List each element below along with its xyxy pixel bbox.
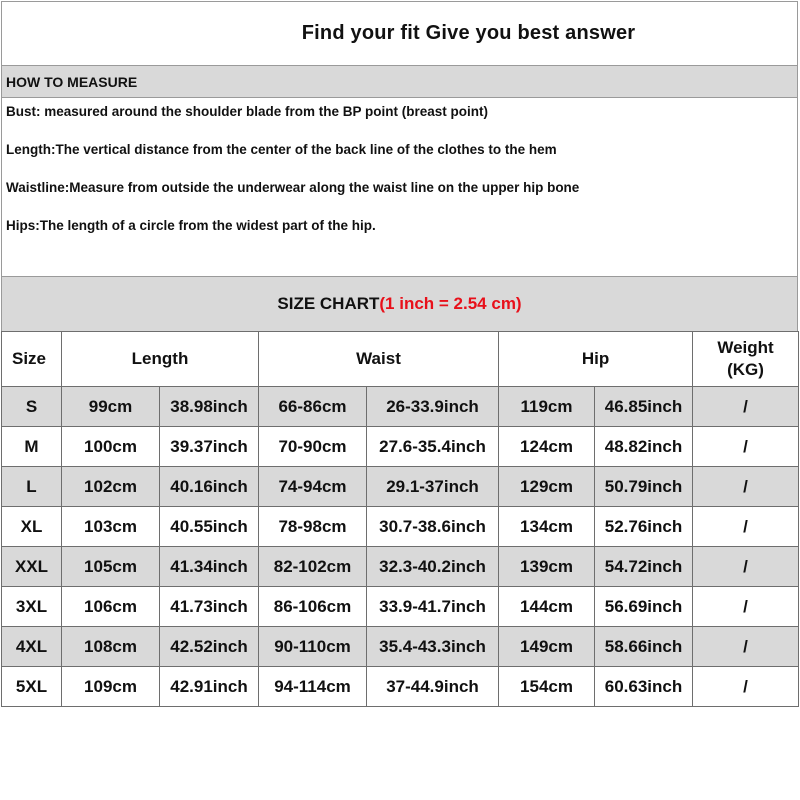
cell-length-inch: 39.37inch [160, 427, 259, 467]
cell-hip-cm: 144cm [499, 587, 595, 627]
cell-length-inch: 42.52inch [160, 627, 259, 667]
table-row [2, 627, 799, 667]
measure-waist-text: Waistline:Measure from outside the underwear along the waist line on the upper hip bone [6, 180, 580, 195]
cell-weight: / [693, 507, 799, 547]
table-row [2, 467, 799, 507]
cell-length-cm: 109cm [62, 667, 160, 707]
cell-length-inch: 42.91inch [160, 667, 259, 707]
measure-hips-text: Hips:The length of a circle from the widest part of the hip. [6, 218, 376, 233]
cell-size: 3XL [2, 587, 62, 627]
how-to-measure-section [1, 98, 798, 276]
how-to-measure-title: HOW TO MEASURE [6, 73, 138, 90]
cell-length-inch: 38.98inch [160, 387, 259, 427]
cell-waist-inch: 30.7-38.6inch [367, 507, 499, 547]
cell-size: L [2, 467, 62, 507]
cell-waist-inch: 33.9-41.7inch [367, 587, 499, 627]
cell-size: 5XL [2, 667, 62, 707]
cell-hip-cm: 134cm [499, 507, 595, 547]
cell-length-cm: 99cm [62, 387, 160, 427]
cell-hip-inch: 56.69inch [595, 587, 693, 627]
table-row [2, 387, 799, 427]
cell-waist-inch: 27.6-35.4inch [367, 427, 499, 467]
cell-hip-inch: 54.72inch [595, 547, 693, 587]
cell-size: XL [2, 507, 62, 547]
cell-hip-inch: 60.63inch [595, 667, 693, 707]
cell-waist-cm: 70-90cm [259, 427, 367, 467]
cell-length-cm: 108cm [62, 627, 160, 667]
cell-size: S [2, 387, 62, 427]
cell-length-inch: 40.55inch [160, 507, 259, 547]
header-weight-unit: (KG) [727, 360, 764, 379]
page-title [1, 1, 798, 66]
cell-waist-cm: 66-86cm [259, 387, 367, 427]
cell-hip-inch: 50.79inch [595, 467, 693, 507]
cell-hip-cm: 119cm [499, 387, 595, 427]
cell-length-inch: 41.73inch [160, 587, 259, 627]
cell-waist-inch: 35.4-43.3inch [367, 627, 499, 667]
cell-hip-inch: 58.66inch [595, 627, 693, 667]
cell-hip-inch: 46.85inch [595, 387, 693, 427]
header-weight [693, 332, 799, 387]
cell-hip-cm: 129cm [499, 467, 595, 507]
header-weight-label: Weight [717, 338, 774, 357]
size-chart-title: SIZE CHART [277, 294, 380, 313]
cell-waist-cm: 74-94cm [259, 467, 367, 507]
table-header-row [2, 332, 799, 387]
cell-waist-cm: 86-106cm [259, 587, 367, 627]
table-row [2, 667, 799, 707]
table-row [2, 587, 799, 627]
cell-weight: / [693, 667, 799, 707]
cell-weight: / [693, 467, 799, 507]
header-size: Size [2, 332, 62, 387]
cell-size: M [2, 427, 62, 467]
size-table-body [2, 387, 799, 707]
cell-hip-inch: 52.76inch [595, 507, 693, 547]
cell-length-inch: 41.34inch [160, 547, 259, 587]
cell-waist-cm: 90-110cm [259, 627, 367, 667]
cell-waist-cm: 82-102cm [259, 547, 367, 587]
cell-waist-inch: 32.3-40.2inch [367, 547, 499, 587]
table-row [2, 547, 799, 587]
cell-weight: / [693, 387, 799, 427]
how-to-measure-heading [1, 66, 798, 98]
cell-weight: / [693, 547, 799, 587]
size-chart-table [1, 331, 799, 707]
cell-size: XXL [2, 547, 62, 587]
cell-hip-cm: 154cm [499, 667, 595, 707]
cell-hip-cm: 139cm [499, 547, 595, 587]
cell-waist-inch: 26-33.9inch [367, 387, 499, 427]
cell-weight: / [693, 427, 799, 467]
size-chart-heading [1, 276, 798, 332]
header-waist: Waist [259, 332, 499, 387]
header-length: Length [62, 332, 259, 387]
cell-waist-inch: 29.1-37inch [367, 467, 499, 507]
header-hip: Hip [499, 332, 693, 387]
cell-length-cm: 105cm [62, 547, 160, 587]
measure-length-text: Length:The vertical distance from the center of the back line of the clothes to the hem [6, 142, 557, 157]
cell-length-cm: 103cm [62, 507, 160, 547]
table-row [2, 507, 799, 547]
cell-weight: / [693, 587, 799, 627]
page-title-text: Find your fit Give you best answer [301, 22, 636, 44]
cell-waist-cm: 78-98cm [259, 507, 367, 547]
cell-length-cm: 102cm [62, 467, 160, 507]
cell-length-cm: 100cm [62, 427, 160, 467]
measure-bust-text: Bust: measured around the shoulder blade from the BP point (breast point) [6, 104, 489, 119]
cell-hip-cm: 124cm [499, 427, 595, 467]
size-chart-conversion: (1 inch = 2.54 cm) [379, 294, 522, 313]
cell-length-cm: 106cm [62, 587, 160, 627]
cell-weight: / [693, 627, 799, 667]
cell-length-inch: 40.16inch [160, 467, 259, 507]
table-row [2, 427, 799, 467]
cell-size: 4XL [2, 627, 62, 667]
cell-hip-inch: 48.82inch [595, 427, 693, 467]
cell-waist-cm: 94-114cm [259, 667, 367, 707]
cell-hip-cm: 149cm [499, 627, 595, 667]
cell-waist-inch: 37-44.9inch [367, 667, 499, 707]
